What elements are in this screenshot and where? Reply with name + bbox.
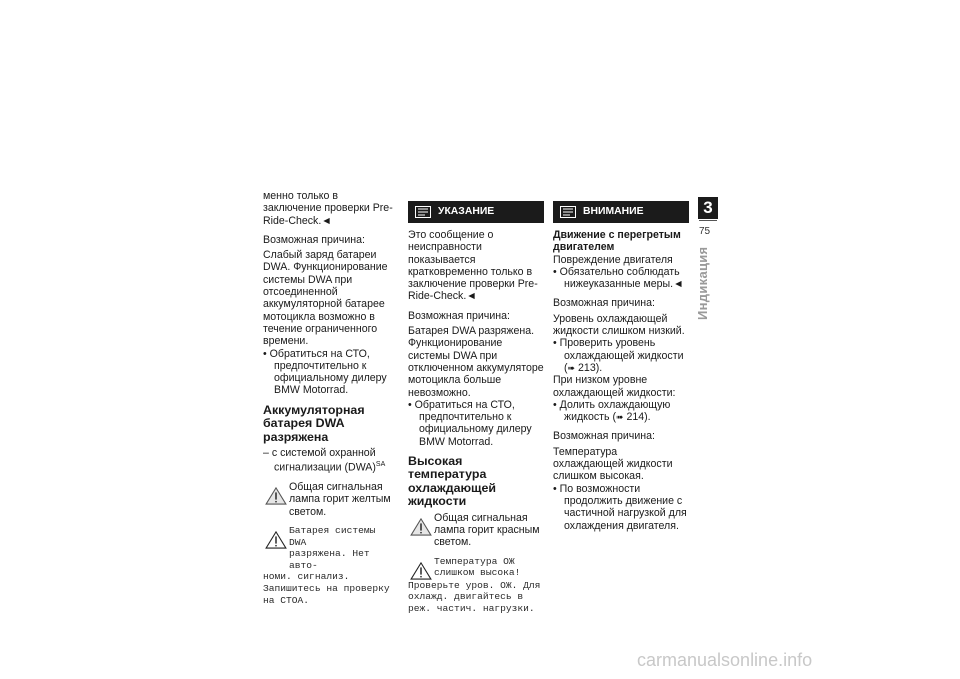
col3-cause-text-2: Температура охлаждающей жидкости слишком высокая. xyxy=(553,445,673,483)
col3-cause-text-1: Уровень охлаждающей жидкости слишком низкий. xyxy=(553,312,685,338)
col3-consequence: Повреждение двигателя xyxy=(553,253,673,266)
col1-continuation: менно только в заключение проверки Pre-Ride-Check.◄ xyxy=(263,190,393,227)
col3-bullet-4: • По возможности продолжить движение с частичной нагрузкой для охлаждения двигателя. xyxy=(553,482,687,532)
col2-indicator-row xyxy=(408,512,544,549)
col1-display-rest: номи. сигнализ. Запишитесь на проверку на СТОА. xyxy=(263,571,390,606)
note-bar-label: УКАЗАНИЕ xyxy=(438,205,495,217)
watermark: carmanualsonline.info xyxy=(637,650,813,670)
col1-display-row xyxy=(263,525,395,571)
caution-icon xyxy=(560,206,576,218)
col2-heading: Высокая температура охлаждающей жидкости xyxy=(408,454,496,509)
col2-cause-label: Возможная причина: xyxy=(408,309,510,322)
column-2 xyxy=(408,201,544,614)
col1-dash-item: – с системой охранной сигнализации (DWA)$^{SA}$ xyxy=(263,446,386,474)
col2-indicator-text: Общая сигнальная лампа горит красным светом. xyxy=(434,511,540,549)
col2-display-rest: Проверьте уров. ОЖ. Для охлажд. двигайтесь в реж. частич. нагрузки. xyxy=(408,579,541,614)
warning-triangle-outline-icon xyxy=(263,531,289,549)
col1-indicator-text: Общая сигнальная лампа горит желтым светом. xyxy=(289,481,391,518)
col1-heading: Аккумуляторная батарея DWA разряжена xyxy=(263,402,365,444)
col2-display-row xyxy=(408,556,544,580)
col1-display-line1: Батарея системы DWA xyxy=(289,524,376,548)
col1-indicator-row xyxy=(263,481,395,518)
caution-bar-label: ВНИМАНИЕ xyxy=(583,205,644,217)
col2-note-text: Это сообщение о неисправности показывается кратковременно только в заключение проверки Pre-Ride-Check.◄ xyxy=(408,229,538,303)
warning-triangle-icon xyxy=(408,518,434,536)
page-ref-arrow-icon: ➠ xyxy=(567,362,576,373)
col3-bullet-3: • Долить охлаждающую жидкость (➠ 214). xyxy=(553,398,671,424)
section-title: Индикация xyxy=(695,246,710,320)
col1-bullet: • Обратиться на СТО, предпочтительно к официальному дилеру BMW Motorrad. xyxy=(263,347,387,397)
caution-bar xyxy=(553,201,689,223)
col2-display-line2: слишком высока! xyxy=(434,567,521,579)
chapter-tab: 3 xyxy=(698,197,718,219)
page-rule xyxy=(699,220,717,221)
col3-cause-label-2: Возможная причина: xyxy=(553,430,655,443)
note-icon xyxy=(415,206,431,218)
col3-bullet-2: • Проверить уровень охлаждающей жидкости (➠ 213). xyxy=(553,337,684,374)
col2-cause-text: Батарея DWA разряжена. Функционирование системы DWA при отключенном аккумуляторе мотоцикла больше невозможно. xyxy=(408,325,544,399)
col3-cause-label-1: Возможная причина: xyxy=(553,297,655,310)
page-ref-arrow-icon: ➠ xyxy=(615,412,624,423)
col3-bullet-1: • Обязательно соблюдать нижеуказанные меры.◄ xyxy=(553,265,684,291)
col2-bullet: • Обратиться на СТО, предпочтительно к официальному дилеру BMW Motorrad. xyxy=(408,398,532,448)
col1-cause-label: Возможная причина: xyxy=(263,233,365,246)
col2-display-line1: Температура ОЖ xyxy=(434,555,515,567)
warning-triangle-outline-icon xyxy=(408,562,434,580)
col1-cause-text: Слабый заряд батареи DWA. Функционирование системы DWA при отсоединенной аккумуляторной батарее мотоцикла возможно в течение ограниченного времени. xyxy=(263,249,388,348)
column-3 xyxy=(553,201,689,532)
warning-triangle-icon xyxy=(263,487,289,505)
page-number: 75 xyxy=(699,226,711,237)
col1-display-line2: разряжена. Нет авто- xyxy=(289,548,370,571)
column-1 xyxy=(263,190,395,606)
col3-heading: Движение с перегретым двигателем xyxy=(553,229,681,254)
note-bar xyxy=(408,201,544,223)
col3-low-level-text: При низком уровне охлаждающей жидкости: xyxy=(553,374,676,399)
